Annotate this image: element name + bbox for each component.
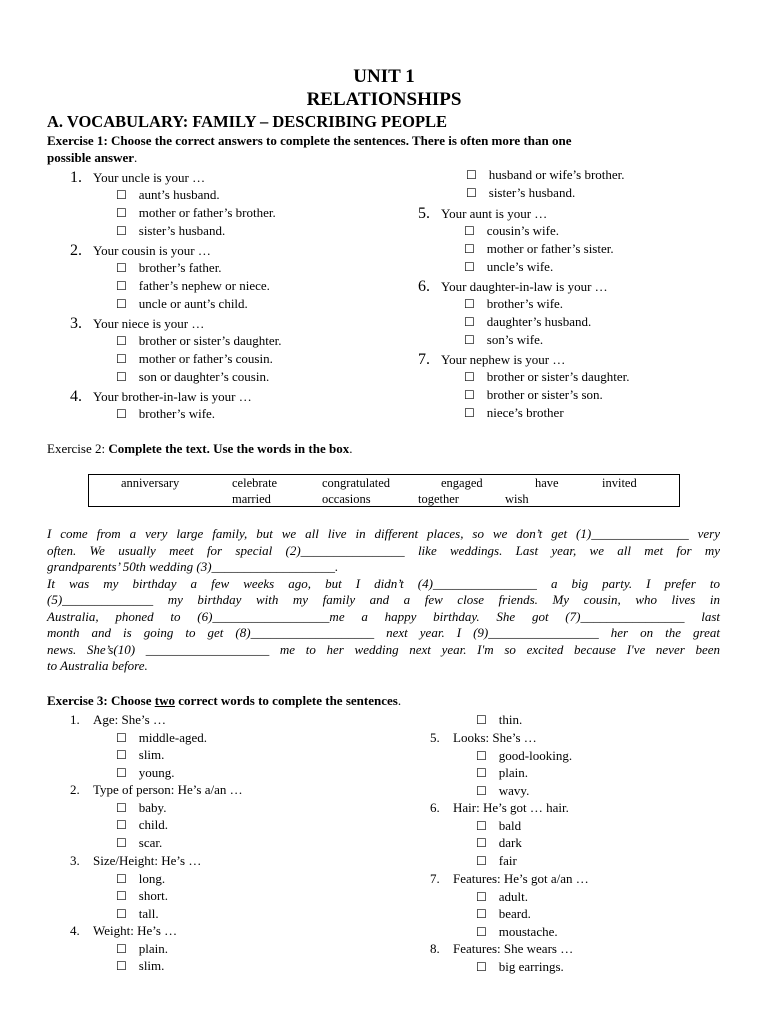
ex1-option[interactable]: [464, 241, 614, 257]
ex3-question: [70, 782, 243, 798]
ex3-option-label: middle-aged.: [138, 729, 207, 745]
ex3-option[interactable]: [476, 889, 528, 905]
ex1-option[interactable]: [116, 278, 270, 294]
ex3-option[interactable]: [476, 783, 529, 799]
ex3-option[interactable]: [476, 748, 572, 764]
ex3-option-label: slim.: [138, 747, 165, 763]
checkbox-icon[interactable]: ☐: [476, 854, 487, 869]
ex3-option-label: plain.: [498, 765, 529, 781]
ex1-option-label: brother’s father.: [138, 260, 222, 275]
ex3-question: [430, 941, 573, 957]
ex3-option[interactable]: [116, 817, 168, 833]
ex3-option[interactable]: [116, 765, 175, 781]
ex3-option[interactable]: [116, 835, 162, 851]
ex1-option[interactable]: [116, 187, 220, 203]
gap-fill-line: I come from a very large family, but we all live in different places, so we don’t get (1)_______________ very: [47, 526, 720, 541]
word-box-item: invited: [602, 476, 637, 490]
checkbox-icon[interactable]: ☐: [464, 333, 475, 347]
word-box-item: celebrate: [232, 476, 278, 490]
ex3-option[interactable]: [116, 800, 166, 816]
ex1-option[interactable]: [116, 260, 222, 276]
ex1-option[interactable]: [464, 259, 553, 275]
ex1-option-label: daughter’s husband.: [486, 314, 592, 329]
ex1-option[interactable]: [116, 406, 215, 422]
unit-title: RELATIONSHIPS: [306, 89, 462, 110]
exercise-1-instr-line2: possible answer: [47, 150, 135, 165]
checkbox-icon[interactable]: ☐: [116, 224, 127, 238]
ex3-question: [430, 871, 589, 887]
ex3-question: [70, 923, 177, 939]
ex3-question-number: 6.: [430, 800, 440, 815]
ex1-option[interactable]: [116, 369, 269, 385]
exercise-3-label: Exercise 3:: [47, 693, 108, 708]
gap-fill-line: month and is going to get (8)___________________ next year. I (9)_________________ her on the great: [47, 625, 720, 640]
ex1-option-label: aunt’s husband.: [138, 187, 220, 202]
ex3-option-label: wavy.: [498, 783, 530, 799]
checkbox-icon[interactable]: ☐: [116, 407, 127, 421]
checkbox-icon[interactable]: ☐: [464, 388, 475, 402]
ex3-question: [70, 853, 201, 869]
checkbox-icon[interactable]: ☐: [116, 889, 127, 904]
ex1-question-number: 1.: [70, 169, 82, 186]
ex3-option[interactable]: [116, 888, 168, 904]
ex3-question-number: 8.: [430, 941, 440, 956]
checkbox-icon[interactable]: ☐: [476, 766, 487, 781]
ex1-question: [70, 315, 204, 333]
ex1-option[interactable]: [116, 223, 225, 239]
gap-fill-line: to Australia before.: [47, 658, 148, 673]
ex3-option[interactable]: [116, 730, 207, 746]
ex1-question-text: Your aunt is your …: [441, 206, 548, 221]
ex1-question: [418, 278, 608, 296]
checkbox-icon[interactable]: ☐: [464, 370, 475, 384]
checkbox-icon[interactable]: ☐: [466, 168, 477, 182]
ex3-option-label: adult.: [498, 888, 529, 904]
ex1-option[interactable]: [464, 332, 543, 348]
ex1-option-label: uncle’s wife.: [486, 259, 554, 274]
ex3-question-number: 7.: [430, 871, 440, 886]
ex3-question-text: Features: She wears …: [453, 941, 574, 956]
exercise-2-label: Exercise 2: [47, 441, 102, 456]
checkbox-icon[interactable]: ☐: [116, 730, 127, 745]
ex1-option[interactable]: [464, 369, 630, 385]
ex3-option-label: child.: [138, 817, 169, 833]
ex3-question-text: Age: She’s …: [93, 712, 166, 727]
ex3-question-text: Looks: She’s …: [453, 730, 537, 745]
checkbox-icon[interactable]: ☐: [116, 188, 127, 202]
ex1-question-number: 4.: [70, 388, 82, 405]
ex3-option-label: good-looking.: [498, 747, 573, 763]
ex3-question-number: 4.: [70, 923, 80, 938]
ex3-option[interactable]: [116, 941, 168, 957]
ex3-option-label: long.: [138, 870, 166, 886]
ex1-option[interactable]: [466, 167, 625, 183]
ex3-option[interactable]: [116, 958, 164, 974]
word-box-item: congratulated: [322, 476, 391, 490]
ex3-option[interactable]: [476, 959, 564, 975]
ex3-option-label: young.: [138, 765, 175, 781]
gap-fill-text: [47, 526, 720, 675]
checkbox-icon[interactable]: ☐: [116, 959, 127, 974]
ex3-option[interactable]: [116, 747, 164, 763]
ex3-option[interactable]: [476, 712, 522, 728]
ex1-option-label: mother or father’s cousin.: [138, 351, 273, 366]
checkbox-icon[interactable]: ☐: [464, 260, 475, 274]
checkbox-icon[interactable]: ☐: [476, 836, 487, 851]
ex3-option-label: slim.: [138, 958, 165, 974]
ex3-option[interactable]: [476, 818, 521, 834]
checkbox-icon[interactable]: ☐: [116, 261, 127, 275]
checkbox-icon[interactable]: ☐: [116, 297, 127, 311]
checkbox-icon[interactable]: ☐: [466, 186, 477, 200]
word-box-item: have: [535, 476, 559, 490]
checkbox-icon[interactable]: ☐: [116, 748, 127, 763]
ex3-question-text: Weight: He’s …: [93, 923, 178, 938]
ex3-option[interactable]: [476, 906, 531, 922]
ex1-option[interactable]: [116, 333, 282, 349]
ex1-option-label: sister’s husband.: [138, 223, 226, 238]
ex1-option[interactable]: [464, 314, 591, 330]
word-box-item: together: [418, 492, 459, 506]
ex1-question: [70, 242, 211, 260]
checkbox-icon[interactable]: ☐: [476, 784, 487, 799]
word-box-item: engaged: [441, 476, 483, 490]
checkbox-icon[interactable]: ☐: [464, 242, 475, 256]
ex1-option-label: brother’s wife.: [138, 406, 216, 421]
checkbox-icon[interactable]: ☐: [464, 224, 475, 238]
ex1-option-label: uncle or aunt’s child.: [138, 296, 248, 311]
word-box-item: wish: [505, 492, 529, 506]
ex1-question-text: Your brother-in-law is your …: [93, 389, 252, 404]
checkbox-icon[interactable]: ☐: [476, 925, 487, 940]
ex3-question: [70, 712, 166, 728]
checkbox-icon[interactable]: ☐: [116, 766, 127, 781]
ex3-question-number: 5.: [430, 730, 440, 745]
gap-fill-line: news. She’s(10) ___________________ me to her wedding next year. I'm so excited because I've never been: [47, 641, 720, 657]
ex1-option-label: niece’s brother: [486, 405, 564, 420]
ex3-option[interactable]: [476, 924, 558, 940]
ex1-option-label: son’s wife.: [486, 332, 544, 347]
ex1-question: [70, 169, 205, 187]
gap-fill-line: (5)______________ my birthday with my family and a few close friends. My cousin, who lives in: [47, 592, 720, 607]
ex1-option-label: father’s nephew or niece.: [138, 278, 270, 293]
exercise-3-instr-two: two: [154, 693, 175, 708]
checkbox-icon[interactable]: ☐: [464, 406, 475, 420]
checkbox-icon[interactable]: ☐: [464, 297, 475, 311]
ex3-option-label: dark: [498, 835, 522, 851]
ex3-option-label: baby.: [138, 799, 167, 815]
checkbox-icon[interactable]: ☐: [116, 206, 127, 220]
ex1-question: [70, 388, 252, 406]
ex1-option[interactable]: [464, 223, 559, 239]
unit-number: UNIT 1: [353, 66, 415, 87]
ex3-option[interactable]: [476, 835, 522, 851]
ex3-question-number: 1.: [70, 712, 80, 727]
checkbox-icon[interactable]: ☐: [476, 959, 487, 974]
ex3-option[interactable]: [476, 853, 517, 869]
checkbox-icon[interactable]: ☐: [476, 748, 487, 763]
word-box-item: married: [232, 492, 271, 506]
checkbox-icon[interactable]: ☐: [116, 800, 127, 815]
ex1-question-number: 6.: [418, 278, 430, 295]
checkbox-icon[interactable]: ☐: [116, 370, 127, 384]
checkbox-icon[interactable]: ☐: [476, 713, 487, 727]
ex1-option[interactable]: [464, 405, 564, 421]
ex1-question-number: 5.: [418, 205, 430, 222]
ex3-question: [430, 730, 537, 746]
ex3-option[interactable]: [116, 906, 159, 922]
ex1-option-label: mother or father’s sister.: [486, 241, 614, 256]
ex1-option[interactable]: [116, 205, 276, 221]
ex1-question-text: Your cousin is your …: [93, 243, 211, 258]
ex1-question-number: 2.: [70, 242, 82, 259]
section-heading: A. VOCABULARY: FAMILY – DESCRIBING PEOPLE: [47, 112, 448, 131]
checkbox-icon[interactable]: ☐: [116, 941, 127, 956]
ex1-option[interactable]: [464, 296, 563, 312]
checkbox-icon[interactable]: ☐: [116, 907, 127, 922]
exercise-1-label: Exercise 1: [47, 133, 104, 148]
exercise-1-instructions: Exercise 1: Choose the correct answers to complete the sentences. There is often more than one: [47, 133, 572, 148]
ex1-question-number: 7.: [418, 351, 430, 368]
ex1-option[interactable]: [116, 296, 248, 312]
gap-fill-line: It was my birthday a few weeks ago, but I didn’t (4)________________ a big party. I prefer to: [47, 575, 720, 591]
ex1-question-text: Your niece is your …: [93, 316, 205, 331]
ex1-question-text: Your nephew is your …: [441, 352, 566, 367]
ex3-question-number: 3.: [70, 853, 80, 868]
gap-fill-line: often. We usually meet for special (2)________________ like weddings. Last year, we all met for my: [47, 542, 720, 558]
ex1-option-label: mother or father’s brother.: [138, 205, 276, 220]
ex3-question: [430, 800, 569, 816]
checkbox-icon[interactable]: ☐: [116, 818, 127, 833]
ex3-question-number: 2.: [70, 782, 80, 797]
checkbox-icon[interactable]: ☐: [116, 871, 127, 886]
ex1-option-label: husband or wife’s brother.: [488, 167, 625, 182]
ex1-option-label: brother or sister’s son.: [486, 387, 603, 402]
checkbox-icon[interactable]: ☐: [116, 334, 127, 348]
ex3-question-text: Features: He’s got a/an …: [453, 871, 589, 886]
ex3-question-text: Type of person: He’s a/an …: [93, 782, 243, 797]
exercise-3-instructions: Exercise 3: Choose two correct words to complete the sentences.: [47, 693, 402, 708]
ex1-question: [418, 205, 547, 223]
ex1-option[interactable]: [466, 185, 575, 201]
gap-fill-line: grandparents’ 50th wedding (3)___________________.: [47, 559, 339, 574]
ex3-option-label: moustache.: [498, 924, 558, 940]
checkbox-icon[interactable]: ☐: [464, 315, 475, 329]
exercise-3-instr-post: correct words to complete the sentences: [178, 693, 398, 708]
ex3-option[interactable]: [116, 871, 165, 887]
ex3-option-label: big earrings.: [498, 958, 564, 974]
ex1-option-label: brother or sister’s daughter.: [138, 333, 282, 348]
ex3-option-label: fair: [498, 853, 517, 869]
exercise-1-instructions-cont: possible answer.: [47, 150, 138, 165]
exercise-1-instr-line1: Choose the correct answers to complete the sentences. There is often more than one: [111, 133, 572, 148]
exercise-2-instr: Complete the text. Use the words in the box: [108, 441, 350, 456]
ex1-option-label: sister’s husband.: [488, 185, 576, 200]
gap-fill-line: Australia, phoned to (6)__________________me a happy birthday. She got (7)________________ last: [47, 608, 720, 624]
checkbox-icon[interactable]: ☐: [476, 907, 487, 922]
ex3-option-label: plain.: [138, 940, 169, 956]
ex1-option-label: cousin’s wife.: [486, 223, 559, 238]
ex3-question-text: Size/Height: He’s …: [93, 853, 202, 868]
checkbox-icon[interactable]: ☐: [476, 889, 487, 904]
ex1-option[interactable]: [464, 387, 603, 403]
ex3-option-label: bald: [498, 817, 522, 833]
word-box-item: anniversary: [121, 476, 180, 490]
ex3-option-label: short.: [138, 888, 169, 904]
exercise-3-instr-pre: Choose: [111, 693, 152, 708]
ex1-question-text: Your uncle is your …: [93, 170, 206, 185]
ex3-option-label: scar.: [138, 835, 163, 851]
ex3-option-label: thin.: [498, 712, 523, 727]
checkbox-icon[interactable]: ☐: [116, 352, 127, 366]
checkbox-icon[interactable]: ☐: [116, 836, 127, 851]
ex1-option[interactable]: [116, 351, 273, 367]
checkbox-icon[interactable]: ☐: [116, 279, 127, 293]
ex1-option-label: son or daughter’s cousin.: [138, 369, 270, 384]
ex3-option[interactable]: [476, 765, 528, 781]
ex3-option-label: beard.: [498, 906, 531, 922]
ex1-option-label: brother or sister’s daughter.: [486, 369, 630, 384]
word-box-item: occasions: [322, 492, 371, 506]
ex1-option-label: brother’s wife.: [486, 296, 564, 311]
checkbox-icon[interactable]: ☐: [476, 818, 487, 833]
ex1-question-text: Your daughter-in-law is your …: [441, 279, 608, 294]
ex3-option-label: tall.: [138, 906, 159, 922]
ex1-question-number: 3.: [70, 315, 82, 332]
ex1-question: [418, 351, 565, 369]
ex3-question-text: Hair: He’s got … hair.: [453, 800, 569, 815]
exercise-2-instructions: Exercise 2: Complete the text. Use the words in the box.: [47, 441, 353, 456]
